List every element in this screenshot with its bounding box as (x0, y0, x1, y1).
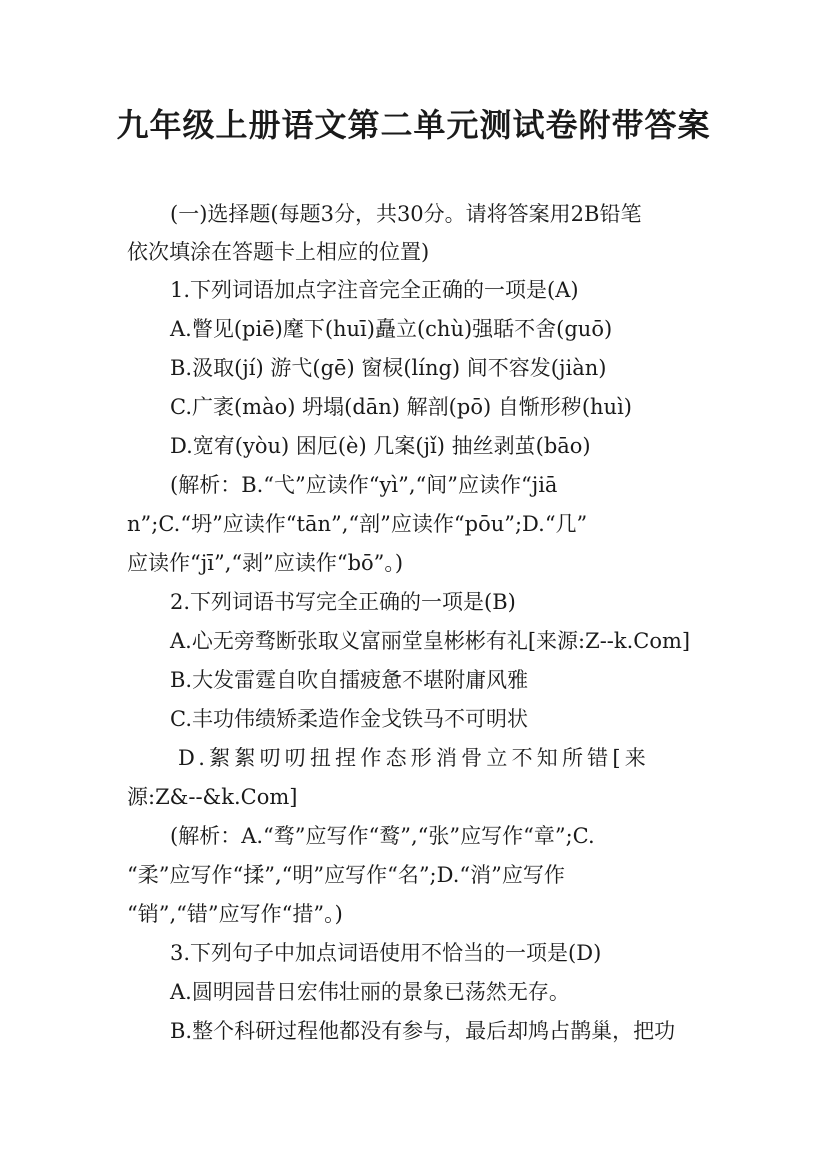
text-line: 应读作“jī”,“剥”应读作“bō”。) (127, 551, 404, 575)
text-line: B.整个科研过程他都没有参与，最后却鸠占鹊巢，把功 (170, 1019, 676, 1043)
text-line: C.丰功伟绩矫柔造作金戈铁马不可明状 (170, 707, 528, 731)
text-line: A.心无旁骛断张取义富丽堂皇彬彬有礼[来源:Z--k.Com] (170, 629, 691, 653)
text-line: n”;C.“坍”应读作“tān”,“剖”应读作“pōu”;D.“几” (127, 512, 588, 536)
text-line: A.瞥见(piē)麾下(huī)矗立(chù)强聒不舍(guō) (170, 317, 613, 341)
text-line: 3.下列句子中加点词语使用不恰当的一项是(D) (170, 941, 602, 965)
page-title: 九年级上册语文第二单元测试卷附带答案 (116, 106, 711, 144)
text-line: 源:Z&--&k.Com] (127, 785, 298, 809)
text-line: 2.下列词语书写完全正确的一项是(B) (170, 590, 516, 614)
text-line: D.宽宥(yòu) 困厄(è) 几案(jǐ) 抽丝剥茧(bāo) (170, 434, 591, 458)
text-line: B.大发雷霆自吹自擂疲惫不堪附庸风雅 (170, 668, 529, 692)
text-line: D.絮絮叨叨扭捏作态形消骨立不知所错[来 (178, 746, 650, 770)
text-line: 依次填涂在答题卡上相应的位置) (127, 240, 430, 264)
text-line: (解析：B.“弋”应读作“yì”,“间”应读作“jiā (170, 473, 558, 497)
text-line: “销”,“错”应写作“措”。) (127, 902, 343, 926)
text-line: (一)选择题(每题3分，共30分。请将答案用2B铅笔 (170, 202, 642, 226)
text-line: (解析：A.“骛”应写作“鹜”,“张”应写作“章”;C. (170, 824, 595, 848)
text-line: B.汲取(jí) 游弋(gē) 窗棂(líng) 间不容发(jiàn) (170, 356, 607, 380)
text-line: “柔”应写作“揉”,“明”应写作“名”;D.“消”应写作 (127, 863, 565, 887)
text-line: 1.下列词语加点字注音完全正确的一项是(A) (170, 278, 579, 302)
text-line: C.广袤(mào) 坍塌(dān) 解剖(pō) 自惭形秽(huì) (170, 395, 632, 419)
text-line: A.圆明园昔日宏伟壮丽的景象已荡然无存。 (170, 980, 570, 1004)
